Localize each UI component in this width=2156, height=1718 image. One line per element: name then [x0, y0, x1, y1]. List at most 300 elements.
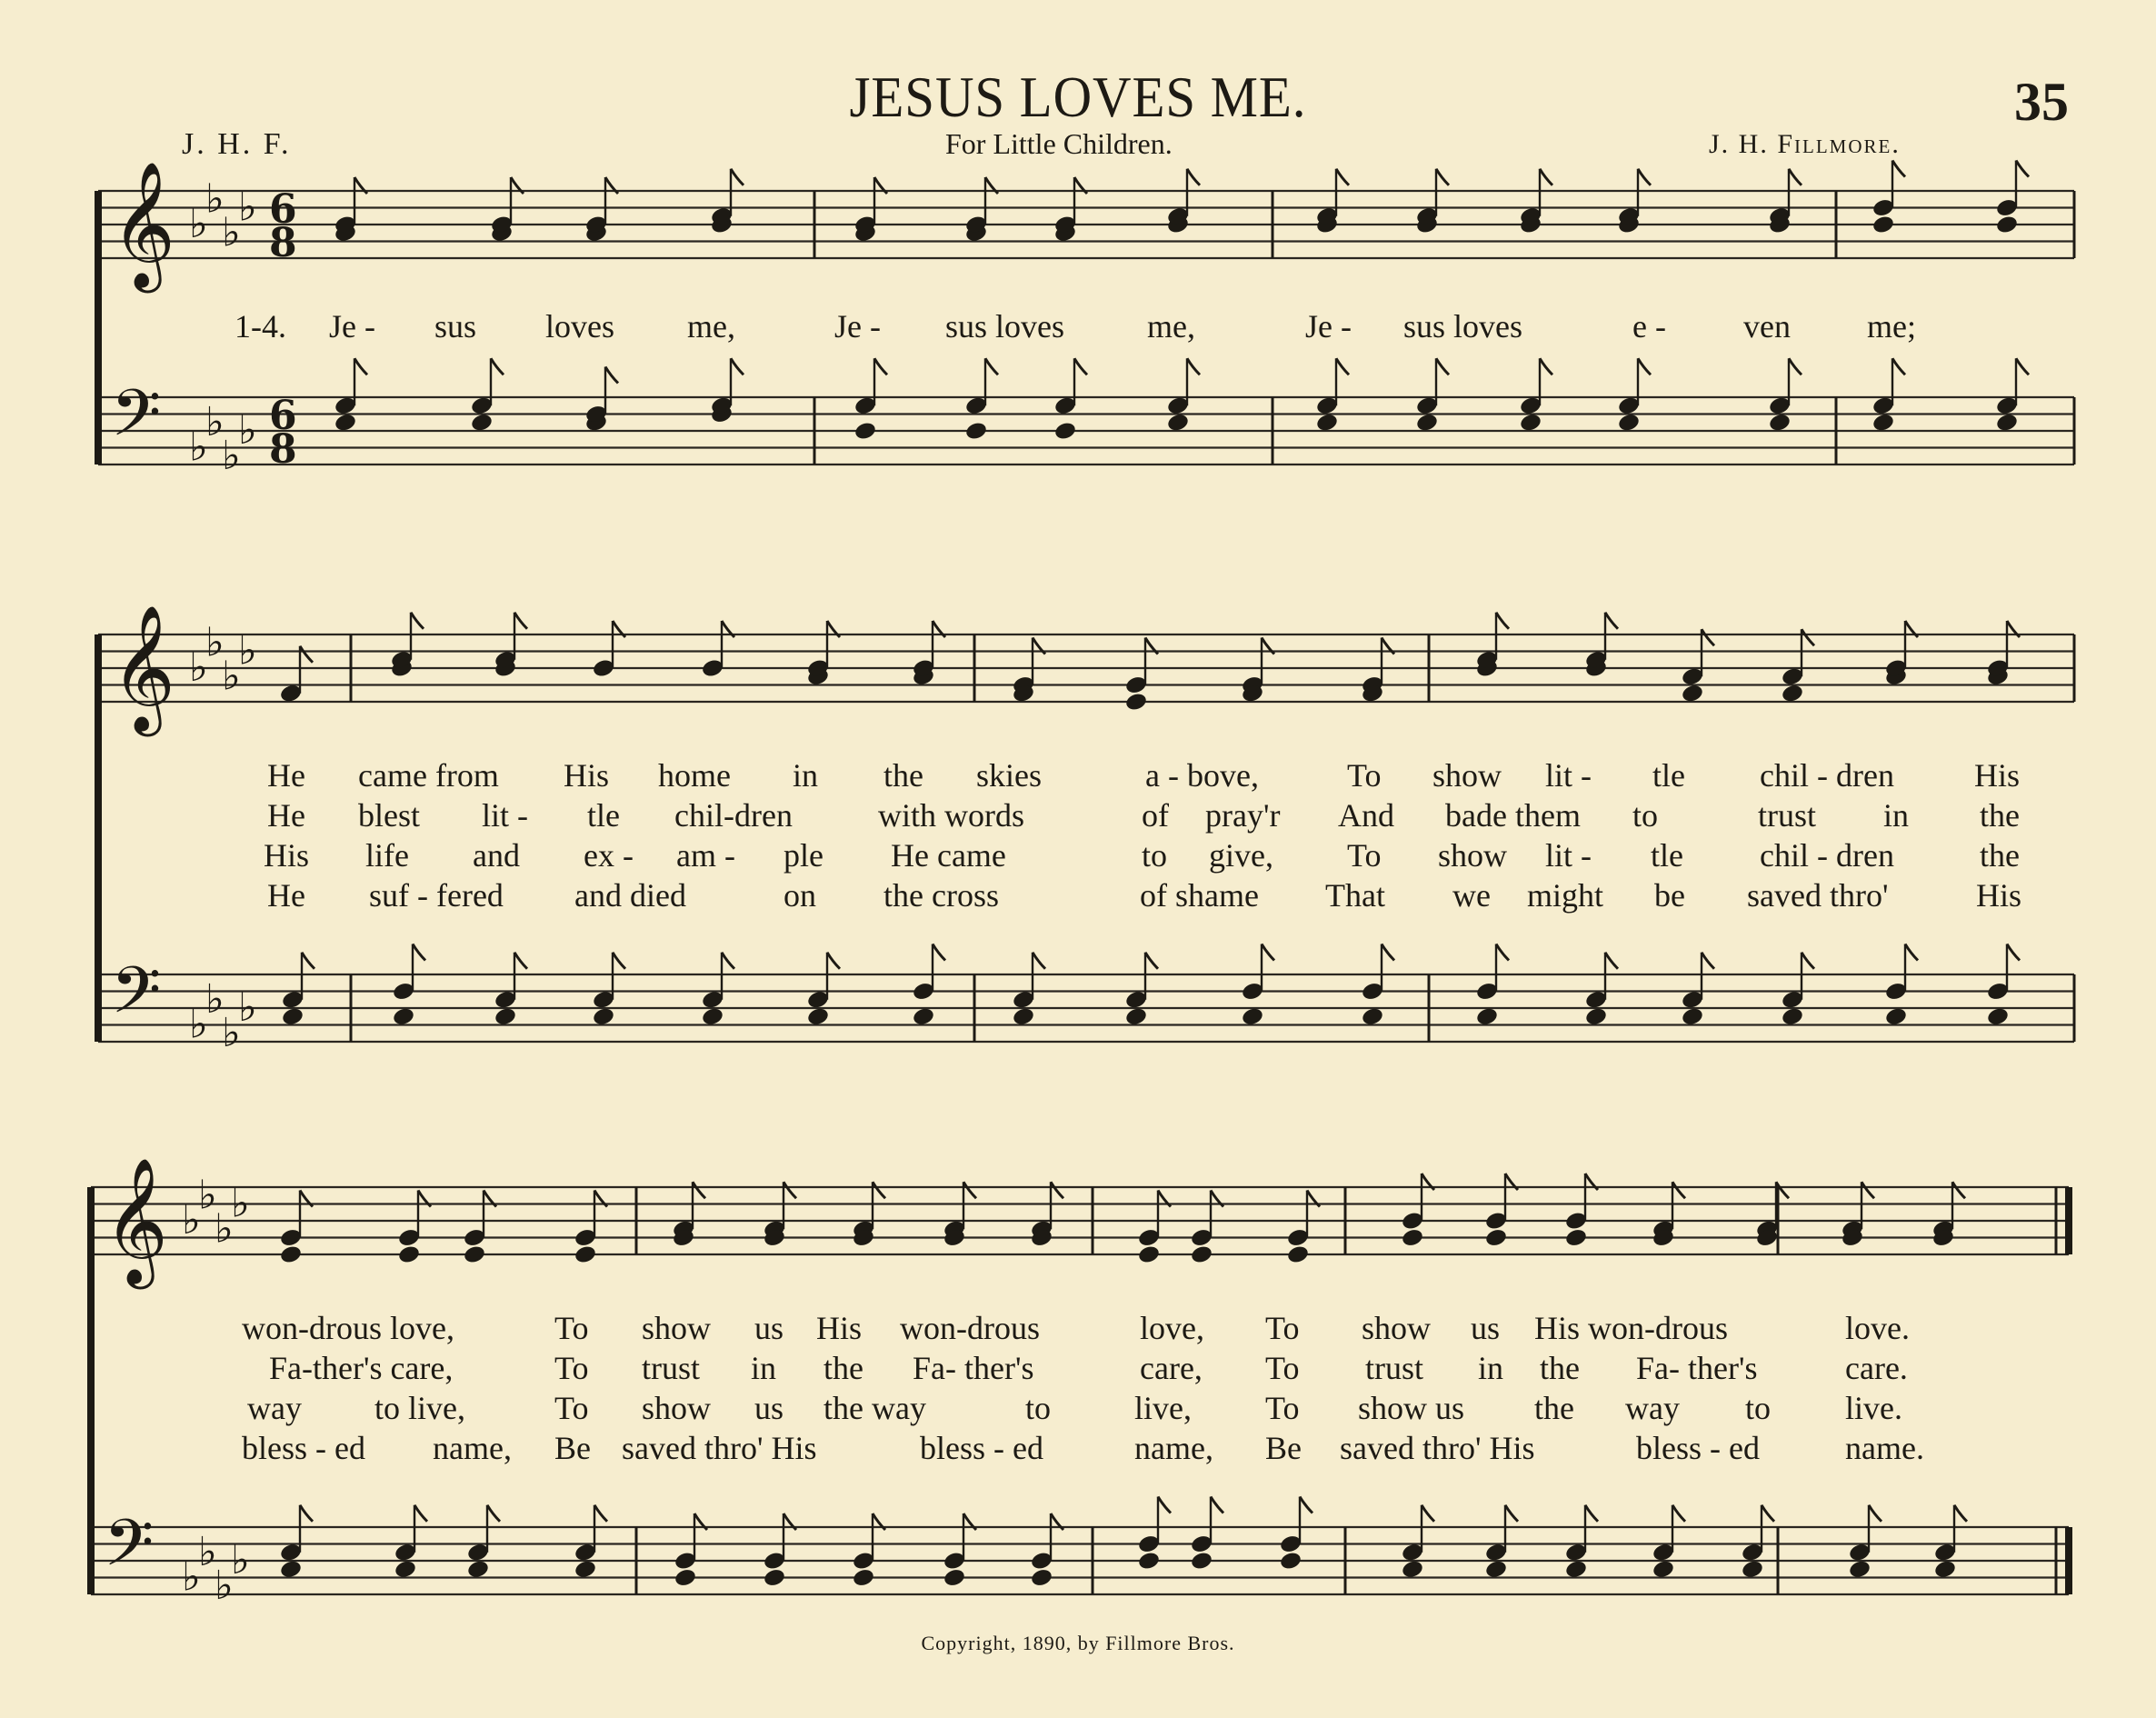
lyric-word: in — [751, 1350, 777, 1386]
lyric-word: life — [365, 837, 409, 874]
lyric-word: to — [1142, 837, 1168, 874]
note-head — [1030, 1567, 1053, 1588]
lyric-word: am - — [676, 837, 735, 874]
note-head — [806, 1006, 830, 1027]
note-flag — [1862, 1182, 1874, 1198]
lyric-word: bless - ed — [920, 1430, 1043, 1466]
lyric-word: us — [1471, 1310, 1501, 1346]
lyric-word: care, — [1140, 1350, 1203, 1386]
note-head — [1741, 1559, 1764, 1580]
note-head — [1564, 1227, 1588, 1248]
note-head — [1484, 1559, 1508, 1580]
flat-sign: ♭ — [231, 1537, 250, 1583]
lyric-word: ple — [784, 837, 823, 874]
lyric-word: blest — [358, 797, 420, 834]
copyright-notice: Copyright, 1890, by Fillmore Bros. — [921, 1632, 1235, 1654]
flat-sign: ♭ — [205, 175, 225, 223]
note-flag — [1802, 953, 1814, 969]
lyric-word: love. — [1845, 1310, 1910, 1346]
lyric-word: And — [1338, 797, 1394, 834]
lyric-word: To — [554, 1350, 589, 1386]
note-head — [1012, 1006, 1035, 1027]
lyric-word: on — [784, 877, 816, 914]
lyric-word: won-drous love, — [242, 1310, 454, 1346]
note-flag — [1954, 1505, 1967, 1522]
lyric-word: us — [754, 1390, 784, 1426]
note-head — [494, 1006, 517, 1027]
note-head — [334, 412, 357, 433]
flat-sign: ♭ — [222, 209, 241, 256]
lyric-word: me, — [1147, 308, 1195, 345]
note-head — [1933, 1559, 1957, 1580]
note-head — [1286, 1244, 1310, 1265]
note-flag — [1436, 358, 1449, 375]
lyric-line-s2-v4 — [0, 876, 2156, 916]
note-flag — [1585, 1505, 1598, 1522]
note-flag — [1702, 953, 1714, 969]
note-flag — [414, 1505, 427, 1522]
lyric-word: lit - — [1545, 837, 1592, 874]
note-head — [1652, 1559, 1675, 1580]
note-flag — [1605, 953, 1618, 969]
lyric-line-s3-v1 — [0, 1309, 2156, 1349]
lyric-word: in — [793, 757, 819, 794]
lyric-word: To — [554, 1310, 589, 1346]
lyric-word: trust — [642, 1350, 701, 1386]
lyric-word: and — [473, 837, 520, 874]
note-flag — [1496, 613, 1509, 629]
lyric-word: His — [1976, 877, 2022, 914]
note-head — [1401, 1559, 1424, 1580]
note-flag — [1382, 944, 1394, 961]
lyric-word: To — [1347, 757, 1382, 794]
lyric-word: the way — [823, 1390, 926, 1426]
note-head — [466, 1559, 490, 1580]
hymn-title: JESUS LOVES ME. — [849, 65, 1307, 129]
note-head — [1053, 421, 1077, 442]
lyric-word: His — [1974, 757, 2021, 794]
note-flag — [487, 1505, 500, 1522]
lyric-word: bade them — [1445, 797, 1581, 834]
flat-sign: ♭ — [189, 1001, 208, 1048]
lyric-word: To — [1265, 1350, 1300, 1386]
flat-sign: ♭ — [215, 1205, 234, 1253]
note-head — [1681, 1006, 1704, 1027]
note-flag — [1336, 169, 1349, 185]
note-flag — [784, 1182, 796, 1198]
lyric-word: sus — [434, 308, 477, 345]
flat-sign: ♭ — [205, 619, 225, 666]
lyric-word: and died — [574, 877, 686, 914]
note-flag — [1952, 1182, 1965, 1198]
lyric-word: show us — [1358, 1390, 1465, 1426]
lyric-word: us — [754, 1310, 784, 1346]
lyric-word: chil - dren — [1760, 837, 1894, 874]
note-flag — [2007, 944, 2020, 961]
note-flag — [1638, 169, 1651, 185]
lyric-word: chil - dren — [1760, 757, 1894, 794]
note-flag — [1789, 169, 1802, 185]
time-signature-top: 6 — [269, 186, 297, 234]
note-head — [1484, 1227, 1508, 1248]
note-head — [1781, 1006, 1804, 1027]
note-flag — [933, 944, 945, 961]
note-head — [574, 1244, 597, 1265]
note-head — [674, 1567, 697, 1588]
note-head — [1415, 412, 1439, 433]
note-flag — [514, 953, 527, 969]
note-flag — [1051, 1182, 1063, 1198]
note-flag — [963, 1182, 976, 1198]
note-flag — [613, 953, 625, 969]
note-flag — [1422, 1505, 1434, 1522]
lyric-word: in — [1478, 1350, 1504, 1386]
lyric-word: live, — [1134, 1390, 1192, 1426]
lyric-word: To — [1265, 1390, 1300, 1426]
note-flag — [1211, 1497, 1223, 1513]
lyric-word: Be — [554, 1430, 591, 1466]
note-head — [1884, 1006, 1908, 1027]
lyric-word: saved thro' His — [1340, 1430, 1535, 1466]
lyric-word: e - — [1632, 308, 1666, 345]
note-flag — [1145, 953, 1158, 969]
note-head — [1781, 683, 1804, 704]
lyric-word: suf - fered — [369, 877, 504, 914]
lyric-word: to — [1745, 1390, 1772, 1426]
lyric-word: love, — [1140, 1310, 1204, 1346]
note-flag — [1505, 1505, 1518, 1522]
lyric-word: His — [816, 1310, 863, 1346]
lyric-word: name, — [433, 1430, 512, 1466]
note-flag — [300, 1505, 313, 1522]
verse-label: 1-4. — [235, 308, 286, 345]
note-head — [1166, 412, 1190, 433]
note-head — [1768, 412, 1792, 433]
hymn-subtitle: For Little Children. — [945, 127, 1173, 160]
note-head — [1241, 1006, 1264, 1027]
note-head — [853, 421, 877, 442]
flat-sign: ♭ — [222, 432, 241, 479]
note-head — [1190, 1244, 1213, 1265]
flat-sign: ♭ — [222, 1009, 241, 1056]
lyric-word: way — [1625, 1390, 1680, 1426]
time-signature-top: 6 — [269, 393, 297, 440]
note-flag — [1892, 358, 1905, 375]
lyric-word: Fa- ther's — [1636, 1350, 1758, 1386]
note-head — [1995, 215, 2019, 235]
note-head — [470, 412, 494, 433]
lyric-word: home — [658, 757, 731, 794]
note-flag — [1158, 1497, 1171, 1513]
note-flag — [2016, 161, 2029, 177]
lyric-word: me, — [687, 308, 735, 345]
lyric-word: saved thro' His — [622, 1430, 817, 1466]
lyric-word: of — [1142, 797, 1169, 834]
note-head — [1124, 692, 1148, 713]
note-flag — [731, 169, 744, 185]
note-head — [574, 1559, 597, 1580]
note-head — [392, 1006, 415, 1027]
lyric-word: sus loves — [1403, 308, 1523, 345]
lyric-word: loves — [545, 308, 614, 345]
lyric-word: ven — [1743, 308, 1791, 345]
flat-sign: ♭ — [205, 398, 225, 445]
flat-sign: ♭ — [189, 644, 208, 691]
lyric-word: tle — [1651, 837, 1683, 874]
lyric-word: show — [1438, 837, 1508, 874]
note-head — [279, 1559, 303, 1580]
lyric-word: live. — [1845, 1390, 1902, 1426]
lyric-word: lit - — [482, 797, 528, 834]
lyric-word: to live, — [374, 1390, 465, 1426]
note-flag — [1905, 944, 1918, 961]
time-signature-bottom: 8 — [269, 426, 297, 474]
flat-sign: ♭ — [189, 201, 208, 247]
lyric-word: with words — [878, 797, 1024, 834]
note-flag — [1672, 1182, 1685, 1198]
note-head — [852, 1567, 875, 1588]
flat-sign: ♭ — [215, 1562, 234, 1609]
lyric-word: name, — [1134, 1430, 1213, 1466]
note-head — [1848, 1559, 1872, 1580]
lyric-word: That — [1325, 877, 1385, 914]
bass-clef: 𝄢 — [104, 1505, 155, 1597]
treble-clef: 𝄞 — [111, 604, 175, 732]
note-flag — [411, 613, 424, 629]
lyric-word: To — [1347, 837, 1382, 874]
lyric-word: bless - ed — [242, 1430, 365, 1466]
lyric-word: trust — [1365, 1350, 1424, 1386]
note-head — [1124, 1006, 1148, 1027]
note-flag — [1336, 358, 1349, 375]
lyric-word: Be — [1265, 1430, 1302, 1466]
note-flag — [1187, 358, 1200, 375]
lyric-word: way — [247, 1390, 302, 1426]
lyric-word: trust — [1758, 797, 1817, 834]
note-flag — [1702, 629, 1714, 645]
lyric-word: to — [1025, 1390, 1052, 1426]
lyric-word: the — [823, 1350, 863, 1386]
lyric-word: might — [1527, 877, 1604, 914]
note-flag — [1605, 613, 1618, 629]
lyric-word: be — [1654, 877, 1685, 914]
note-head — [1872, 215, 1895, 235]
flat-sign: ♭ — [238, 184, 257, 231]
flat-sign: ♭ — [231, 1180, 250, 1227]
note-head — [1986, 1006, 2010, 1027]
lyric-word: in — [1883, 797, 1910, 834]
note-head — [1584, 1006, 1608, 1027]
note-flag — [302, 953, 314, 969]
lyric-line-s1 — [0, 307, 2156, 347]
note-flag — [1540, 169, 1552, 185]
lyric-line-s2-v3 — [0, 836, 2156, 876]
note-head — [1617, 412, 1641, 433]
lyric-word: tle — [587, 797, 620, 834]
lyric-line-s3-v2 — [0, 1349, 2156, 1389]
lyric-word: Je - — [834, 308, 881, 345]
lyric-word: He — [267, 877, 305, 914]
lyric-word: His won-drous — [1534, 1310, 1728, 1346]
note-flag — [722, 953, 734, 969]
note-flag — [731, 358, 744, 375]
note-flag — [874, 358, 887, 375]
flat-sign: ♭ — [198, 1172, 217, 1219]
lyric-word: show — [642, 1390, 712, 1426]
flat-sign: ♭ — [182, 1197, 201, 1244]
note-head — [1315, 412, 1339, 433]
note-head — [1137, 1551, 1161, 1572]
lyric-word: a - bove, — [1145, 757, 1259, 794]
note-flag — [300, 646, 313, 663]
note-flag — [1869, 1505, 1882, 1522]
note-flag — [1892, 161, 1905, 177]
note-head — [1190, 1551, 1213, 1572]
note-head — [912, 1006, 935, 1027]
treble-clef: 𝄞 — [111, 161, 175, 288]
composer-credit: J. H. Fillmore. — [1709, 129, 1901, 159]
lyric-line-s3-v3 — [0, 1389, 2156, 1429]
lyric-word: came from — [358, 757, 499, 794]
note-flag — [1033, 953, 1045, 969]
lyric-word: the — [1534, 1390, 1574, 1426]
lyric-word: the — [1980, 837, 2020, 874]
lyric-word: Je - — [1305, 308, 1352, 345]
note-head — [1279, 1551, 1303, 1572]
lyric-word: show — [1362, 1310, 1432, 1346]
note-head — [1137, 1244, 1161, 1265]
note-flag — [594, 1505, 607, 1522]
note-flag — [985, 358, 998, 375]
lyric-word: His — [264, 837, 310, 874]
lyric-word: chil-dren — [674, 797, 793, 834]
flat-sign: ♭ — [222, 653, 241, 700]
note-head — [1995, 412, 2019, 433]
lyric-word: Je - — [329, 308, 375, 345]
note-head — [964, 421, 988, 442]
note-flag — [1762, 1505, 1774, 1522]
flat-sign: ♭ — [198, 1528, 217, 1575]
note-head — [281, 1006, 304, 1027]
note-flag — [2016, 358, 2029, 375]
treble-clef: 𝄞 — [104, 1157, 168, 1284]
flat-sign: ♭ — [238, 407, 257, 454]
lyric-word: lit - — [1545, 757, 1592, 794]
lyric-word: show — [642, 1310, 712, 1346]
lyric-word: To — [554, 1390, 589, 1426]
lyric-word: the — [1540, 1350, 1580, 1386]
flat-sign: ♭ — [205, 975, 225, 1023]
note-head — [1681, 683, 1704, 704]
note-flag — [1496, 944, 1509, 961]
lyricist-credit: J. H. F. — [182, 127, 292, 161]
note-flag — [1436, 169, 1449, 185]
note-head — [394, 1559, 417, 1580]
time-signature-bottom: 8 — [269, 220, 297, 267]
lyric-word: show — [1432, 757, 1502, 794]
note-flag — [1300, 1497, 1313, 1513]
note-head — [279, 1244, 303, 1265]
page-number: 35 — [2014, 72, 2069, 132]
lyric-word: skies — [976, 757, 1042, 794]
lyric-word: the cross — [883, 877, 999, 914]
lyric-word: give, — [1209, 837, 1273, 874]
note-flag — [491, 358, 504, 375]
note-head — [463, 1244, 486, 1265]
flat-sign: ♭ — [182, 1553, 201, 1601]
note-head — [397, 1244, 421, 1265]
note-flag — [1789, 358, 1802, 375]
lyric-word: me; — [1867, 308, 1916, 345]
lyric-line-s2-v2 — [0, 796, 2156, 836]
note-head — [763, 1567, 786, 1588]
note-flag — [413, 944, 425, 961]
note-flag — [1802, 629, 1814, 645]
flat-sign: ♭ — [238, 627, 257, 674]
lyric-line-s3-v4 — [0, 1429, 2156, 1469]
note-flag — [827, 953, 840, 969]
note-head — [1361, 1006, 1384, 1027]
note-flag — [693, 1182, 705, 1198]
note-head — [1564, 1559, 1588, 1580]
note-flag — [1074, 358, 1087, 375]
note-head — [1475, 1006, 1499, 1027]
lyric-word: Fa-ther's care, — [269, 1350, 454, 1386]
note-flag — [1262, 944, 1274, 961]
note-flag — [1540, 358, 1552, 375]
note-flag — [1638, 358, 1651, 375]
lyric-word: name. — [1845, 1430, 1924, 1466]
note-flag — [514, 613, 527, 629]
lyric-word: saved thro' — [1747, 877, 1889, 914]
lyric-word: of shame — [1140, 877, 1259, 914]
lyric-word: the — [1980, 797, 2020, 834]
lyric-word: To — [1265, 1310, 1300, 1346]
lyric-word: bless - ed — [1636, 1430, 1760, 1466]
lyric-word: ex - — [584, 837, 634, 874]
lyric-line-s2-v1 — [0, 756, 2156, 796]
flat-sign: ♭ — [189, 424, 208, 471]
note-head — [592, 1006, 615, 1027]
note-head — [701, 1006, 724, 1027]
note-head — [943, 1567, 966, 1588]
lyric-word: won-drous — [900, 1310, 1040, 1346]
bass-clef: 𝄢 — [111, 953, 162, 1044]
lyric-word: He — [267, 797, 305, 834]
note-flag — [354, 358, 367, 375]
note-flag — [1187, 169, 1200, 185]
lyric-word: sus loves — [945, 308, 1065, 345]
lyric-word: pray'r — [1205, 797, 1281, 834]
lyric-word: He came — [891, 837, 1006, 874]
lyric-word: He — [267, 757, 305, 794]
note-head — [1872, 412, 1895, 433]
lyric-word: the — [883, 757, 923, 794]
lyric-word: Fa- ther's — [913, 1350, 1034, 1386]
lyric-word: His — [564, 757, 610, 794]
lyric-word: care. — [1845, 1350, 1908, 1386]
lyric-word: we — [1452, 877, 1491, 914]
lyric-word: tle — [1652, 757, 1685, 794]
note-flag — [1672, 1505, 1685, 1522]
lyric-word: to — [1632, 797, 1659, 834]
note-head — [1519, 412, 1542, 433]
note-flag — [605, 367, 618, 384]
note-head — [1401, 1227, 1424, 1248]
note-flag — [873, 1182, 885, 1198]
bass-clef: 𝄢 — [111, 375, 162, 467]
flat-sign: ♭ — [238, 984, 257, 1031]
